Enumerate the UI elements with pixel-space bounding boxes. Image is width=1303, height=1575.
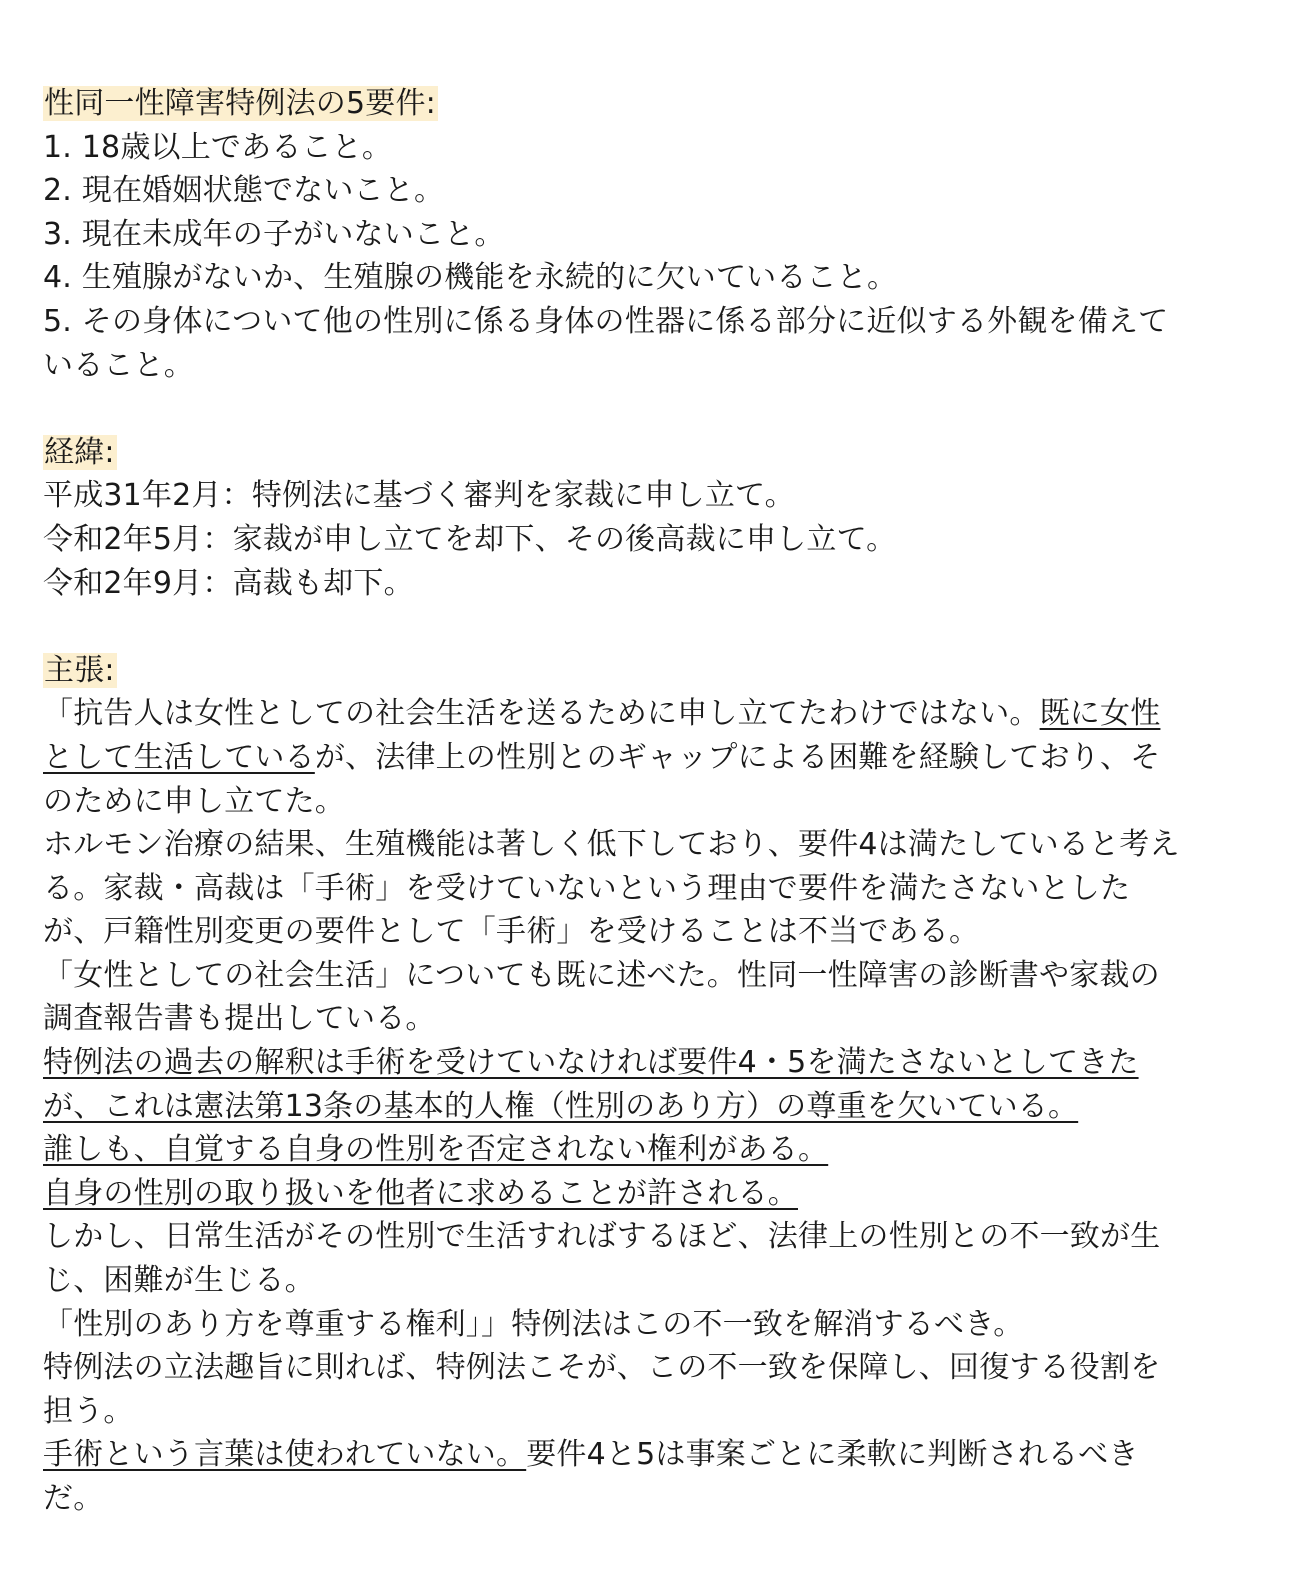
underlined-text: 既に女性 [1039, 696, 1161, 732]
document-body [43, 82, 1268, 1521]
underlined-text: 特例法の過去の解釈は手術を受けていなければ要件4・5を満たさないとしてきた [43, 1045, 1139, 1081]
requirement-4: 4. 生殖腺がないか、生殖腺の機能を永続的に欠いていること。 [43, 260, 898, 296]
claims-text: 要件4と5は事案ごとに柔軟に判断されるべき [526, 1437, 1139, 1473]
claims-line-13: しかし、日常生活がその性別で生活すればするほど、法律上の性別との不一致が生 [43, 1219, 1161, 1255]
history-heading: 経緯: [44, 434, 115, 470]
claims-line-8: 調査報告書も提出している。 [43, 1001, 436, 1037]
claims-line-10 [43, 1085, 1268, 1129]
requirement-5-continued: いること。 [43, 347, 194, 383]
claims-line-1 [43, 692, 1268, 736]
underlined-text: 自身の性別の取り扱いを他者に求めることが許される。 [43, 1175, 798, 1211]
spacer [43, 605, 1268, 649]
requirement-2: 2. 現在婚姻状態でないこと。 [43, 173, 445, 209]
claims-text: が、法律上の性別とのギャップによる困難を経験しており、そ [314, 739, 1161, 775]
claims-line-2 [43, 736, 1268, 780]
claims-line-15: 「性別のあり方を尊重する権利」」特例法はこの不一致を解消するべき。 [43, 1306, 1024, 1342]
requirement-3: 3. 現在未成年の子がいないこと。 [43, 216, 505, 252]
claims-line-12 [43, 1172, 1268, 1216]
requirements-heading: 性同一性障害特例法の5要件: [44, 86, 436, 121]
claims-line-5: る。家裁・高裁は「手術」を受けていないという理由で要件を満たさないとした [43, 870, 1131, 906]
claims-line-4: ホルモン治療の結果、生殖機能は著しく低下しており、要件4は満たしていると考え [43, 827, 1180, 863]
underlined-text: として生活している [43, 739, 315, 775]
claims-heading-line [43, 649, 1268, 693]
claims-text: 「抗告人は女性としての社会生活を送るために申し立てたわけではない。 [43, 696, 1040, 732]
claims-line-19: だ。 [43, 1481, 104, 1516]
history-entry-3: 令和2年9月：高裁も却下。 [43, 565, 414, 601]
claims-heading: 主張: [44, 652, 115, 688]
history-entry-2: 令和2年5月：家裁が申し立てを却下、その後高裁に申し立て。 [43, 521, 897, 557]
claims-line-9 [43, 1041, 1268, 1085]
underlined-text: 誰しも、自覚する自身の性別を否定されない権利がある。 [43, 1132, 829, 1168]
claims-line-17: 担う。 [43, 1393, 134, 1429]
spacer [43, 387, 1268, 431]
underlined-text: 手術という言葉は使われていない。 [43, 1437, 527, 1473]
claims-line-6: が、戸籍性別変更の要件として「手術」を受けることは不当である。 [43, 914, 980, 950]
claims-line-18 [43, 1433, 1268, 1477]
claims-line-11 [43, 1128, 1268, 1172]
requirements-heading-line [43, 82, 1268, 126]
claims-line-3: のために申し立てた。 [43, 783, 345, 819]
requirement-1: 1. 18歳以上であること。 [43, 129, 393, 165]
history-entry-1: 平成31年2月：特例法に基づく審判を家裁に申し立て。 [43, 478, 795, 514]
requirement-5: 5. その身体について他の性別に係る身体の性器に係る部分に近似する外観を備えて [43, 303, 1169, 339]
history-heading-line [43, 431, 1268, 475]
claims-line-14: じ、困難が生じる。 [43, 1263, 315, 1299]
underlined-text: が、これは憲法第13条の基本的人権（性別のあり方）の尊重を欠いている。 [43, 1088, 1079, 1124]
claims-line-7: 「女性としての社会生活」についても既に述べた。性同一性障害の診断書や家裁の [43, 957, 1160, 993]
claims-line-16: 特例法の立法趣旨に則れば、特例法こそが、この不一致を保障し、回復する役割を [43, 1350, 1161, 1386]
